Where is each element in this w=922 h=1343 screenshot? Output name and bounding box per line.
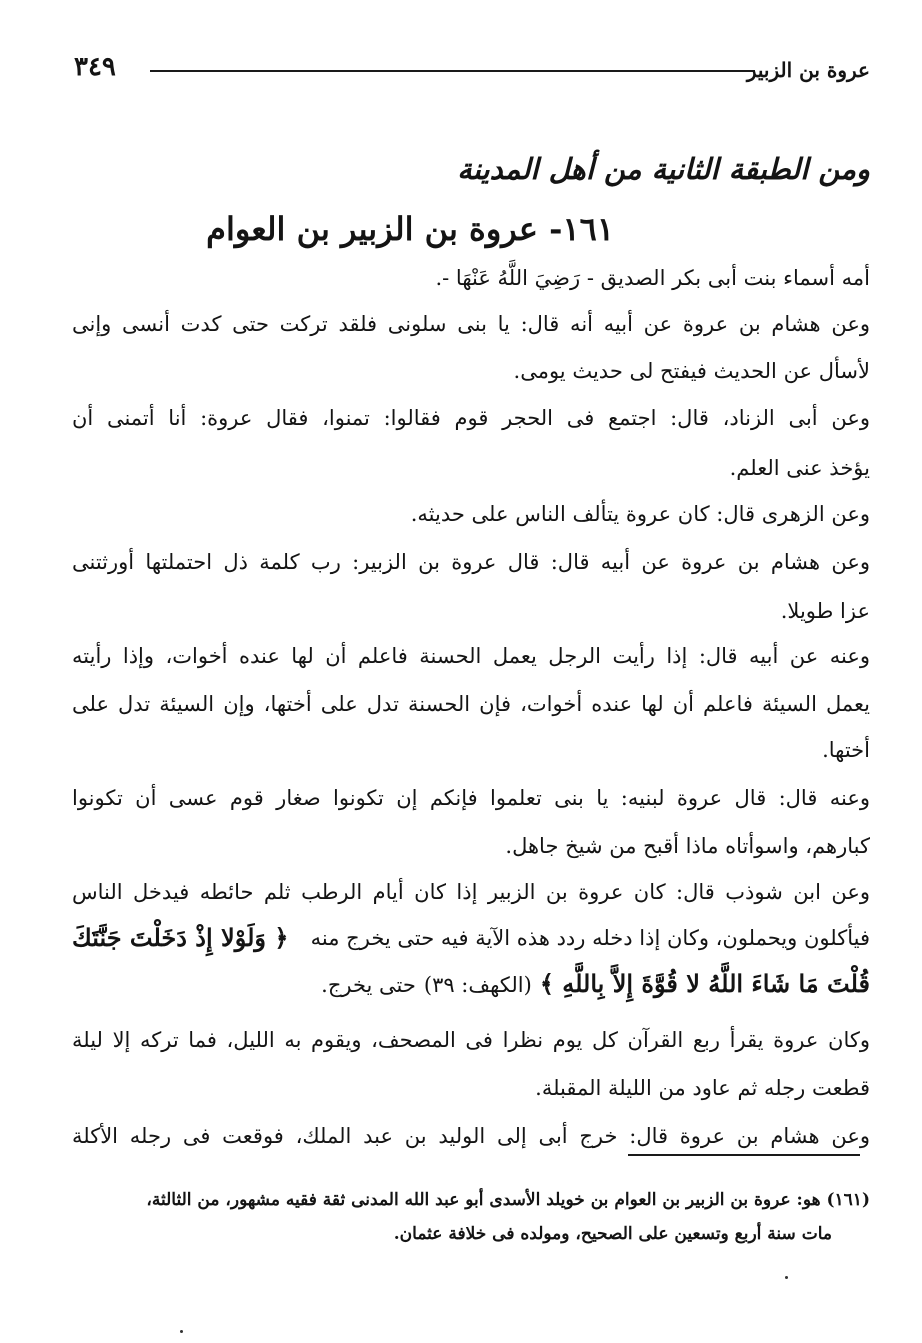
body-line: وعنه قال: قال عروة لبنيه: يا بنى تعلموا فإنكم إن تكونوا صغار قوم عسى أن تكونوا: [72, 786, 870, 810]
quran-verse: ﴿ وَلَوْلا إِذْ دَخَلْتَ جَنَّتَكَ: [72, 923, 289, 952]
body-text: حتى يخرج.: [321, 973, 416, 997]
body-line: يعمل السيئة فاعلم أن لها عنده أخوات، فإن الحسنة تدل على أختها، وإن السيئة تدل على: [72, 692, 870, 716]
body-line: وعن هشام بن عروة عن أبيه قال: قال عروة بن الزبير: رب كلمة ذل احتملتها أورثتنى: [72, 550, 870, 574]
body-line: عزا طويلا.: [780, 599, 870, 623]
body-line: أمه أسماء بنت أبى بكر الصديق - رَضِيَ اللَّهُ عَنْهَا -.: [435, 266, 870, 290]
footnote-line: مات سنة أربع وتسعين على الصحيح، ومولده فى خلافة عثمان.: [393, 1224, 832, 1244]
scan-speck: [180, 1330, 183, 1333]
body-line: قطعت رجله ثم عاود من الليلة المقبلة.: [535, 1076, 870, 1100]
body-line: لأسأل عن الحديث فيفتح لى حديث يومى.: [513, 359, 870, 383]
body-line: وعنه عن أبيه قال: إذا رأيت الرجل يعمل الحسنة فاعلم أن لها عنده أخوات، وإذا رأيته: [72, 644, 870, 668]
page-number: ٣٤٩: [74, 52, 116, 82]
body-line-with-verse: [72, 922, 870, 954]
body-line: وعن الزهرى قال: كان عروة يتألف الناس على حديثه.: [410, 502, 870, 526]
quran-citation: (الكهف: ٣٩): [423, 973, 532, 997]
body-line: وكان عروة يقرأ ربع القرآن كل يوم نظرا فى المصحف، ويقوم به الليل، فما تركه إلا ليلة: [72, 1028, 870, 1052]
body-line: وعن هشام بن عروة قال: خرج أبى إلى الوليد بن عبد الملك، فوقعت فى رجله الأكلة: [72, 1124, 870, 1148]
footnote-rule: [628, 1154, 860, 1156]
header-rule: [150, 70, 755, 72]
biography-title: ١٦١- عروة بن الزبير بن العوام: [206, 210, 614, 248]
quran-verse: قُلْتَ مَا شَاءَ اللَّهُ لا قُوَّةَ إِلاَّ بِاللَّهِ ﴾: [539, 969, 870, 998]
body-line: يؤخذ عنى العلم.: [729, 456, 870, 480]
body-text: فيأكلون ويحملون، وكان إذا دخله ردد هذه الآية فيه حتى يخرج منه: [310, 926, 870, 950]
body-line: وعن ابن شوذب قال: كان عروة بن الزبير إذا كان أيام الرطب ثلم حائطه فيدخل الناس: [72, 880, 870, 904]
body-line: وعن هشام بن عروة عن أبيه أنه قال: يا بنى سلونى فلقد تركت حتى كدت أنسى وإنى: [72, 312, 870, 336]
footnote-line: (١٦١) هو: عروة بن الزبير بن العوام بن خويلد الأسدى أبو عبد الله المدنى ثقة فقيه مشهور، من الثالثة،: [146, 1190, 870, 1210]
body-line: وعن أبى الزناد، قال: اجتمع فى الحجر قوم فقالوا: تمنوا، فقال عروة: أنا أتمنى أن: [72, 406, 870, 430]
body-line: أختها.: [822, 738, 870, 762]
body-line: كبارهم، واسوأتاه ماذا أقبح من شيخ جاهل.: [505, 834, 870, 858]
scan-speck: [785, 1276, 788, 1279]
verse-continuation-line: [321, 968, 870, 1001]
running-title: عروة بن الزبير: [746, 58, 870, 82]
section-heading: ومن الطبقة الثانية من أهل المدينة: [457, 152, 870, 186]
